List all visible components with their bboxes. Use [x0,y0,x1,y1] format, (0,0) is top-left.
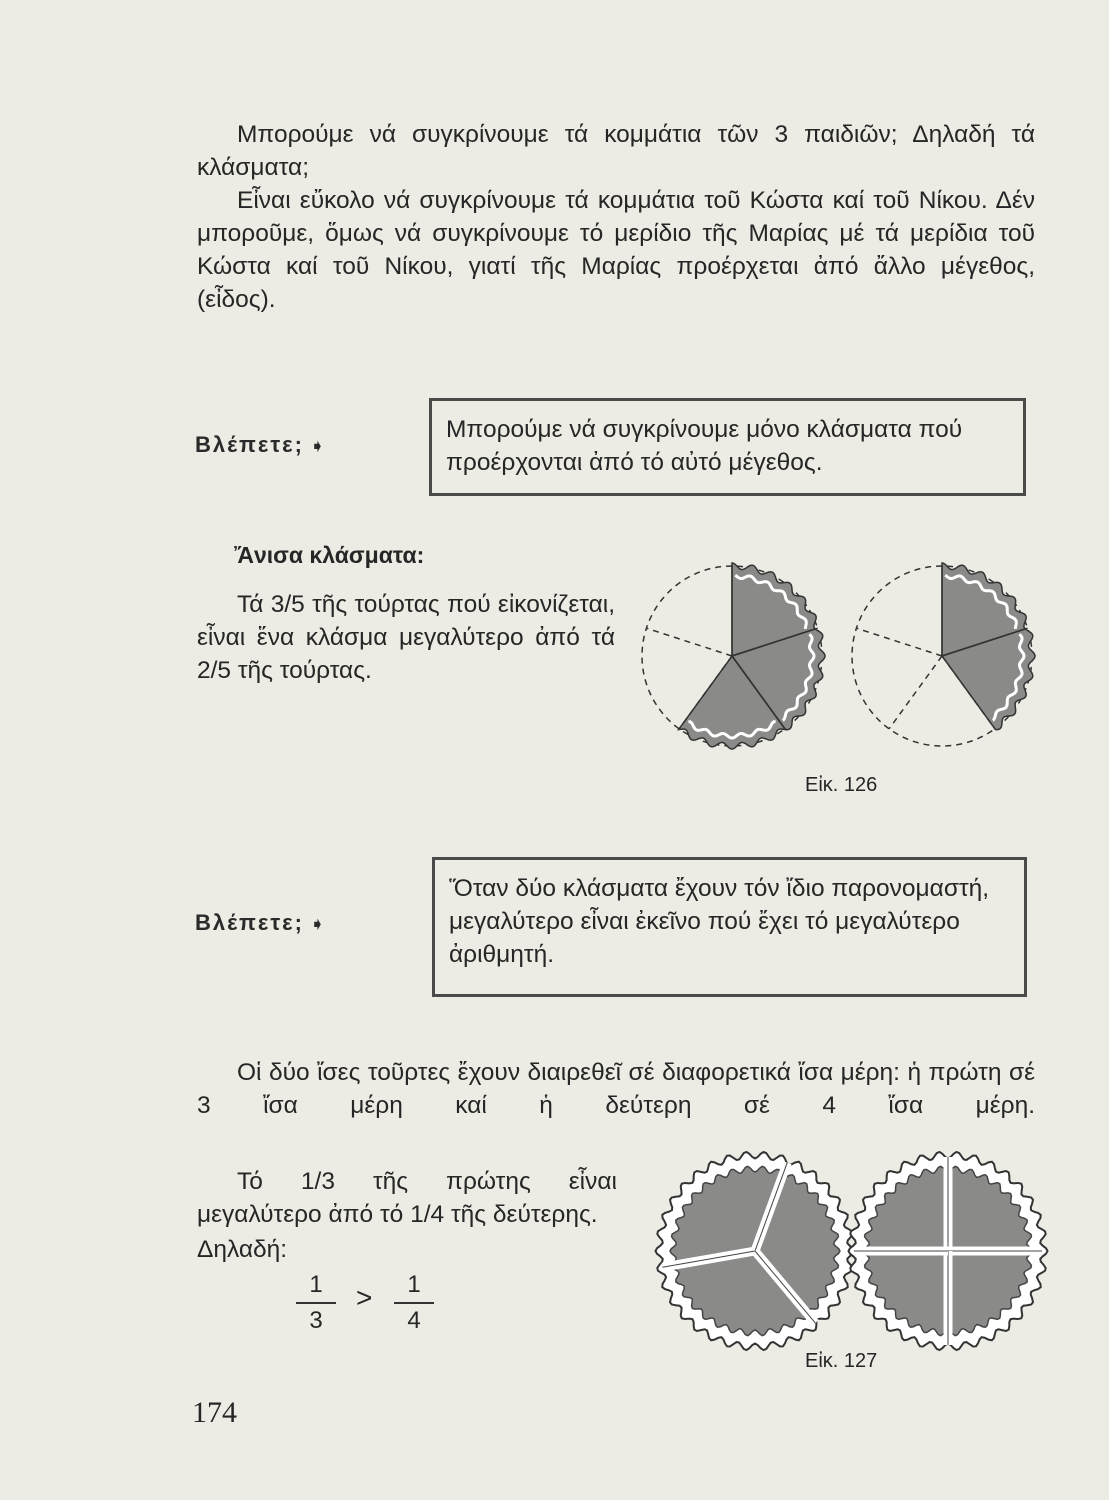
figure-126-caption: Εἰκ. 126 [805,774,878,796]
rule-box-same-denominator: Ὅταν δύο κλάσματα ἔχουν τόν ἴδιο παρονομαστή, μεγαλύτερο εἶναι ἐκεῖνο πού ἔχει τό μεγαλύτερο ἀριθμητή. [432,857,1027,997]
figure-126 [628,560,1048,760]
look-label-text: Βλέπετε; [195,432,304,457]
arrow-icon: ➧ [309,436,328,456]
denominator: 3 [309,1307,323,1334]
fraction-bar [296,1302,336,1304]
fraction-one-quarter [394,1270,434,1336]
section-text: Τά 3/5 τῆς τούρτας πού εἰκονίζεται, εἶναι ἕνα κλάσμα μεγαλύτερο ἀπό τά 2/5 τῆς τούρτας. [197,591,615,684]
paragraph-explanation: Εἶναι εὔκολο νά συγκρίνουμε τά κομμάτια τοῦ Κώστα καί τοῦ Νίκου. Δέν μποροῦμε, ὅμως νά συγκρίνουμε τό μερίδιο τῆς Μαρίας μέ τά μερίδια τοῦ Κώστα καί τοῦ Νίκου, γιατί τῆς Μαρίας προέρχεται ἀπό ἄλλο μέγεθος, (εἶδος). [197,187,1035,313]
look-label-1 [195,432,327,458]
fraction-one-third [296,1270,336,1336]
greater-than-sign: > [356,1282,373,1313]
look-label-text: Βλέπετε; [195,910,304,935]
figure-127 [650,1145,1050,1355]
numerator: 1 [407,1271,421,1298]
arrow-icon: ➧ [309,914,328,934]
rule-box-same-whole: Μπορούμε νά συγκρίνουμε μόνο κλάσματα πού προέρχονται ἀπό τό αὐτό μέγεθος. [429,398,1026,496]
numerator: 1 [309,1271,323,1298]
slice-cut-line [889,656,942,729]
example-text: Τό 1/3 τῆς πρώτης εἶναι μεγαλύτερο ἀπό τό 1/4 τῆς δεύτερης. [197,1168,617,1228]
page-number: 174 [192,1396,237,1429]
paragraph-question: Μπορούμε νά συγκρίνουμε τά κομμάτια τῶν 3 παιδιῶν; Δηλαδή τά κλάσματα; [197,121,1035,181]
example-lead: Δηλαδή: [197,1236,288,1263]
denominator: 4 [407,1307,421,1334]
section-heading: Ἄνισα κλάσματα: [234,542,425,568]
slice-cut-line [856,628,942,656]
paragraph-two-cakes: Οἱ δύο ἴσες τοῦρτες ἔχουν διαιρεθεῖ σέ διαφορετικά ἴσα μέρη: ἡ πρώτη σέ 3 ἴσα μέρη καί ἡ δεύτερη σέ 4 ἴσα μέρη. [197,1059,1035,1119]
look-label-2 [195,910,327,936]
slice-cut-line [646,628,732,656]
fraction-bar [394,1302,434,1304]
figure-127-caption: Εἰκ. 127 [805,1350,878,1372]
